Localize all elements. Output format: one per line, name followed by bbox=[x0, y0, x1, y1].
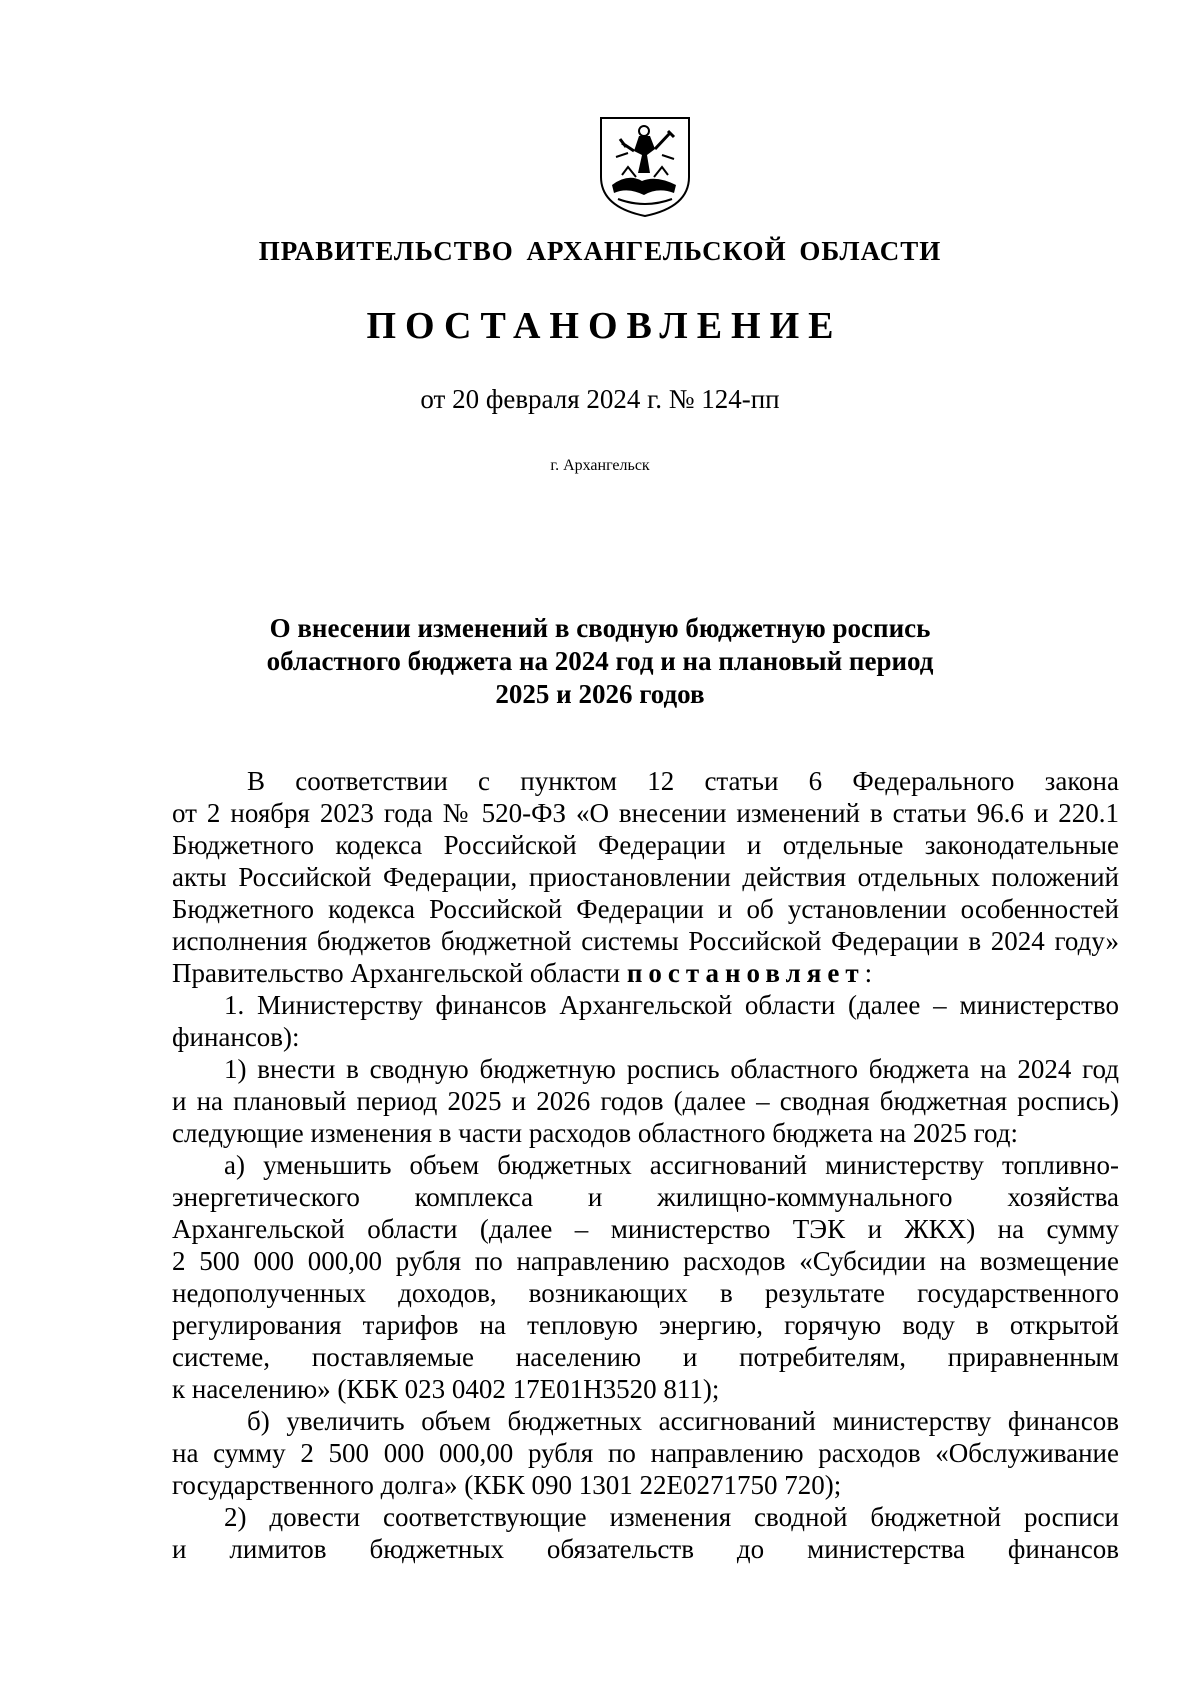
item-b-line: б) увеличить объем бюджетных ассигнований министерству финансов bbox=[247, 1406, 1119, 1436]
item-a-line: 2 500 000 000,00 рубля по направлению расходов «Субсидии на возмещение bbox=[172, 1246, 1119, 1276]
resolves-suffix: : bbox=[864, 958, 873, 988]
preamble-line: от 2 ноября 2023 года № 520-ФЗ «О внесении изменений в статьи 96.6 и 220.1 bbox=[172, 798, 1119, 828]
preamble-line: Бюджетного кодекса Российской Федерации и об установлении особенностей bbox=[172, 894, 1119, 924]
item-b-line: на сумму 2 500 000 000,00 рубля по направлению расходов «Обслуживание bbox=[172, 1438, 1119, 1468]
preamble-line: исполнения бюджетов бюджетной системы Российской Федерации в 2024 году» bbox=[172, 926, 1119, 956]
item-a-line: Архангельской области (далее – министерство ТЭК и ЖКХ) на сумму bbox=[172, 1214, 1119, 1244]
item-a-line: системе, поставляемые населению и потребителям, приравненным bbox=[172, 1342, 1119, 1372]
preamble-line: Бюджетного кодекса Российской Федерации и отдельные законодательные bbox=[172, 830, 1119, 860]
government-name: ПРАВИТЕЛЬСТВО АРХАНГЕЛЬСКОЙ ОБЛАСТИ bbox=[258, 236, 942, 266]
item-1-1-line: следующие изменения в части расходов областного бюджета на 2025 год: bbox=[172, 1118, 1018, 1148]
resolves-prefix: Правительство Архангельской области bbox=[172, 958, 627, 988]
item-1-1-line: и на плановый период 2025 и 2026 годов (далее – сводная бюджетная роспись) bbox=[172, 1086, 1119, 1116]
subject-line: 2025 и 2026 годов bbox=[495, 679, 705, 709]
item-a-line: а) уменьшить объем бюджетных ассигнований министерству топливно- bbox=[224, 1150, 1119, 1180]
item-1-2-line: 2) довести соответствующие изменения сводной бюджетной росписи bbox=[224, 1502, 1119, 1532]
coat-of-arms-icon bbox=[598, 115, 692, 219]
item-1-1-line: 1) внести в сводную бюджетную роспись областного бюджета на 2024 год bbox=[224, 1054, 1119, 1084]
document-date-number: от 20 февраля 2024 г. № 124-пп bbox=[420, 384, 780, 414]
document-type: ПОСТАНОВЛЕНИЕ bbox=[366, 305, 843, 347]
item-a-line: энергетического комплекса и жилищно-коммунального хозяйства bbox=[172, 1182, 1119, 1212]
item-1-line: финансов): bbox=[172, 1022, 300, 1052]
document-body bbox=[172, 765, 1119, 1565]
item-a-line: регулирования тарифов на тепловую энергию, горячую воду в открытой bbox=[172, 1310, 1119, 1340]
item-b-line: государственного долга» (КБК 090 1301 22Е0271750 720); bbox=[172, 1470, 842, 1500]
preamble-line: акты Российской Федерации, приостановлении действия отдельных положений bbox=[172, 862, 1119, 892]
resolves-line bbox=[172, 957, 1119, 989]
item-1-2-line: и лимитов бюджетных обязательств до министерства финансов bbox=[172, 1534, 1119, 1564]
item-a-line: недополученных доходов, возникающих в результате государственного bbox=[172, 1278, 1119, 1308]
subject-line: О внесении изменений в сводную бюджетную роспись bbox=[269, 613, 931, 643]
resolves-word: постановляет bbox=[626, 958, 865, 988]
subject-line: областного бюджета на 2024 год и на плановый период bbox=[266, 646, 934, 676]
preamble-line: В соответствии с пунктом 12 статьи 6 Федерального закона bbox=[247, 766, 1119, 796]
item-a-line: к населению» (КБК 023 0402 17Е01Н3520 811); bbox=[172, 1374, 720, 1404]
document-subject bbox=[0, 612, 1200, 711]
item-1-line: 1. Министерству финансов Архангельской области (далее – министерство bbox=[224, 990, 1119, 1020]
document-city: г. Архангельск bbox=[550, 457, 650, 474]
